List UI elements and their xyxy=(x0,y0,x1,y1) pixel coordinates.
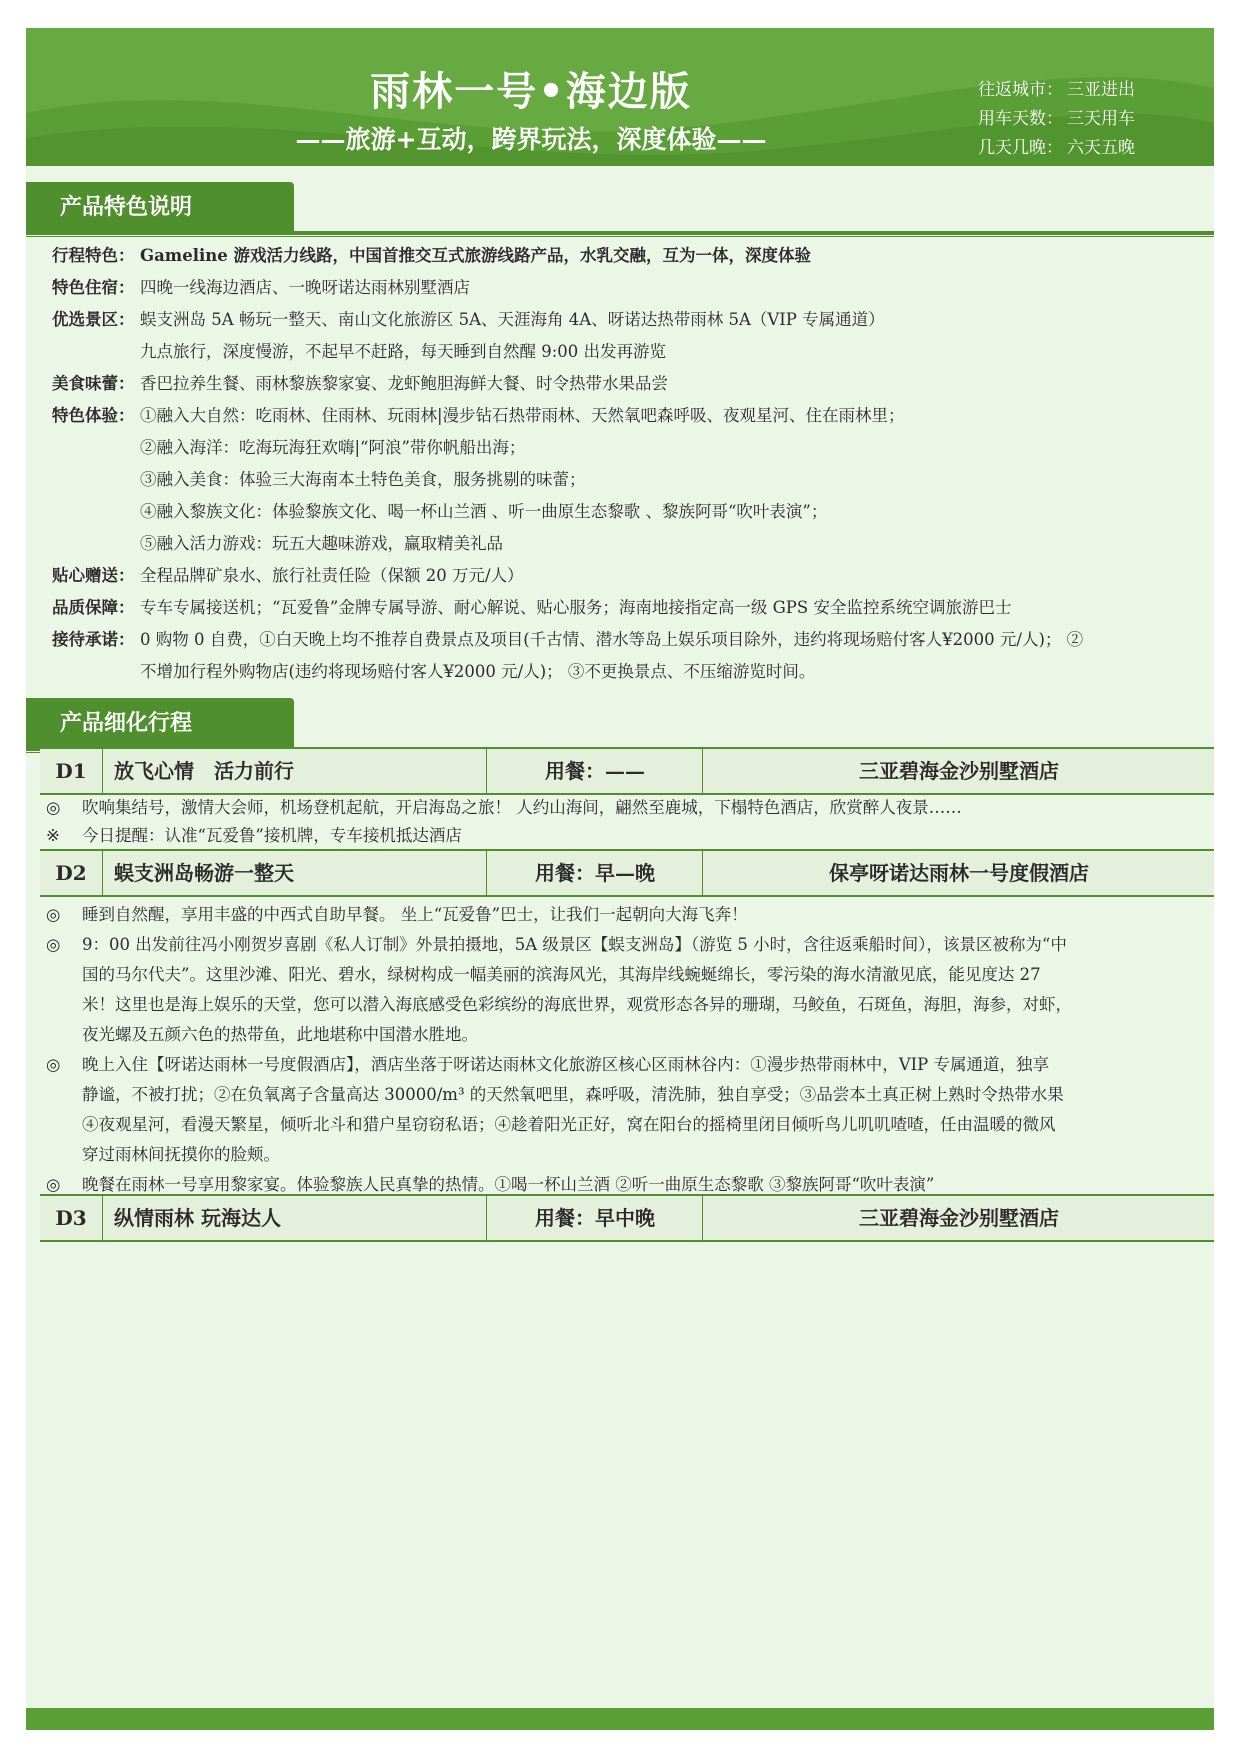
section-title: 产品特色说明 xyxy=(26,182,294,232)
info-row-days: 几天几晚： 六天五晚 xyxy=(978,138,1135,158)
list-item: ◎ 9：00 出发前往冯小刚贺岁喜剧《私人订制》外景拍摄地，5A 级景区【蜈支洲岛】（游览 5 小时，含往返乘船时间），该景区被称为“中 国的马尔代夫”。这里沙滩、阳光、碧水，绿树构成一幅美丽的滨海风光，其海岸线蜿蜒绵长，零污染的海水清澈见底，能见度达 27 米！这里也是海上娱乐的天堂，您可以潜入海底感受色彩缤纷的海底世界，观赏形态各异的珊瑚，马鲛鱼，石斑鱼，海胆，海参，对虾， 夜光螺及五颜六色的热带鱼，此地堪称中国潜水胜地。 xyxy=(46,935,1072,1044)
list-item: ◎ 睡到自然醒，享用丰盛的中西式自助早餐。 坐上“瓦爱鲁”巴士，让我们一起朝向大海飞奔！ xyxy=(46,905,748,924)
feature-row: 品质保障： 专车专属接送机；“瓦爱鲁”金牌专属导游、耐心解说、贴心服务；海南地接指定高一级 GPS 安全监控系统空调旅游巴士 xyxy=(52,598,1012,617)
feature-row: 贴心赠送： 全程品牌矿泉水、旅行社责任险（保额 20 万元/人） xyxy=(52,566,524,585)
section-title: 产品细化行程 xyxy=(26,698,294,748)
feature-row: 特色体验： ①融入大自然：吃雨林、住雨林、玩雨林|漫步钻石热带雨林、天然氧吧森呼吸、夜观星河、住在雨林里； ②融入海洋：吃海玩海狂欢嗨|“阿浪”带你帆船出海； ③融入美食：体验三大海南本土特色美食，服务挑剔的味蕾； ④融入黎族文化：体验黎族文化、喝一杯山兰酒 、听一曲原生态黎歌 、黎族阿哥“吹叶表演”； ⑤融入活力游戏：玩五大趣味游戏，赢取精美礼品 xyxy=(52,406,905,553)
feature-row: 行程特色： Gameline 游戏活力线路，中国首推交互式旅游线路产品，水乳交融，互为一体，深度体验 xyxy=(52,246,812,265)
feature-row: 美食味蕾： 香巴拉养生餐、雨林黎族黎家宴、龙虾鲍胆海鲜大餐、时令热带水果品尝 xyxy=(52,374,668,393)
feature-row: 优选景区： 蜈支洲岛 5A 畅玩一整天、南山文化旅游区 5A、天涯海角 4A、呀诺达热带雨林 5A（VIP 专属通道） 九点旅行，深度慢游，不起早不赶路，每天睡到自然醒 9:00 出发再游览 xyxy=(52,310,885,361)
day-header-d2: D2 蜈支洲岛畅游一整天 用餐：早—晚 保亭呀诺达雨林一号度假酒店 xyxy=(40,849,1214,897)
day-header-d1: D1 放飞心情 活力前行 用餐：—— 三亚碧海金沙别墅酒店 xyxy=(40,747,1214,795)
features-list xyxy=(52,240,1202,688)
day-body-d1 xyxy=(46,794,1206,850)
page-subtitle: ——旅游+互动，跨界玩法，深度体验—— xyxy=(295,125,767,154)
list-item: ◎ 晚餐在雨林一号享用黎家宴。体验黎族人民真挚的热情。①喝一杯山兰酒 ②听一曲原生态黎歌 ③黎族阿哥“吹叶表演” xyxy=(46,1175,935,1194)
info-row-city: 往返城市： 三亚进出 xyxy=(978,80,1135,100)
day-header-d3: D3 纵情雨林 玩海达人 用餐：早中晚 三亚碧海金沙别墅酒店 xyxy=(40,1194,1214,1242)
footer-bar xyxy=(26,1708,1214,1730)
list-item: ◎ 吹响集结号，激情大会师，机场登机起航，开启海岛之旅！ 人约山海间，翩然至鹿城，下榻特色酒店，欣赏醉人夜景…… xyxy=(46,798,962,817)
page-title: 雨林一号•海边版 xyxy=(370,68,692,115)
feature-row: 特色住宿： 四晚一线海边酒店、一晚呀诺达雨林别墅酒店 xyxy=(52,278,470,297)
trip-info xyxy=(978,76,1135,163)
header-banner xyxy=(26,28,1214,166)
day-body-d2 xyxy=(46,900,1206,1200)
features-section-header xyxy=(26,182,1214,236)
feature-row: 接待承诺： 0 购物 0 自费，①白天晚上均不推荐自费景点及项目(千古情、潜水等岛上娱乐项目除外，违约将现场赔付客人¥2000 元/人)； ② 不增加行程外购物店(违约将现场赔付客人¥2000 元/人)； ③不更换景点、不压缩游览时间。 xyxy=(52,630,1084,681)
list-item: ※ 今日提醒：认准“瓦爱鲁”接机牌，专车接机抵达酒店 xyxy=(46,826,462,845)
brochure-page xyxy=(26,28,1214,1730)
itinerary-section-header xyxy=(26,698,1214,752)
info-row-car: 用车天数： 三天用车 xyxy=(978,109,1135,129)
list-item: ◎ 晚上入住【呀诺达雨林一号度假酒店】，酒店坐落于呀诺达雨林文化旅游区核心区雨林谷内：①漫步热带雨林中，VIP 专属通道，独享 静谧，不被打扰；②在负氧离子含量高达 30000/m³ 的天然氧吧里，森呼吸，清洗肺，独自享受；③品尝本土真正树上熟时令热带水果 ④夜观星河，看漫天繁星，倾听北斗和猎户星窃窃私语；④趁着阳光正好，窝在阳台的摇椅里闭目倾听鸟儿叽叽喳喳，任由温暖的微风 穿过雨林间抚摸你的脸颊。 xyxy=(46,1055,1064,1164)
